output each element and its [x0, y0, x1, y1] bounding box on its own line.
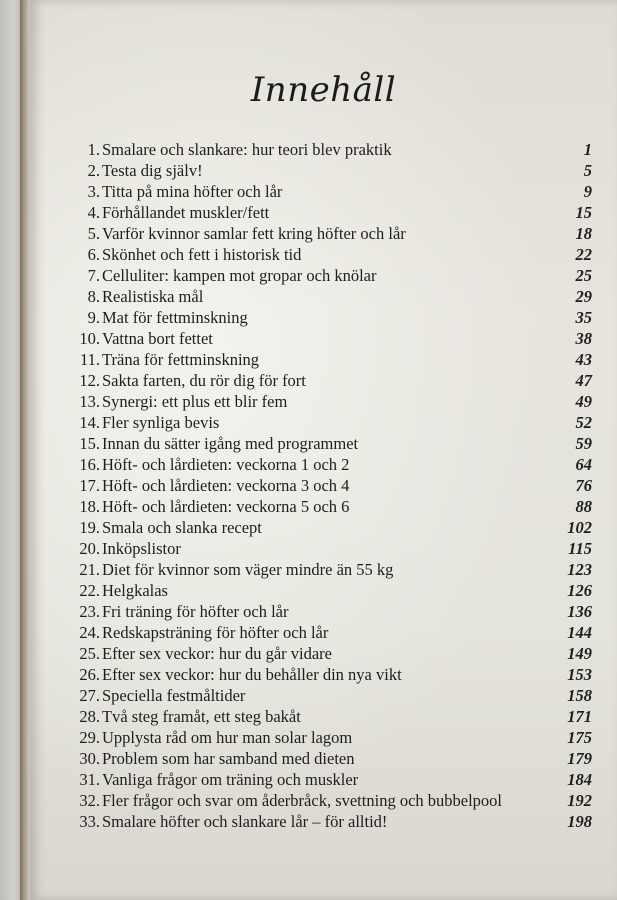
toc-entry-number: 30. [79, 749, 100, 768]
toc-entry-title: Varför kvinnor samlar fett kring höfter och lår [102, 224, 406, 243]
toc-entry-number: 1. [87, 140, 100, 159]
toc-entry-page: 115 [568, 539, 592, 558]
toc-entry-number: 2. [87, 161, 100, 180]
toc-entry-number: 15. [79, 434, 100, 453]
toc-entry-number: 28. [79, 707, 100, 726]
toc-entry-number: 23. [79, 602, 100, 621]
toc-entry [70, 601, 592, 622]
toc-entry-number: 11. [79, 350, 100, 369]
toc-entry-number: 22. [79, 581, 100, 600]
toc-entry-page: 18 [575, 224, 592, 243]
toc-entry-title: Höft- och lårdieten: veckorna 1 och 2 [102, 455, 350, 474]
toc-entry-number: 32. [79, 791, 100, 810]
toc-entry-number: 17. [79, 476, 100, 495]
toc-entry-page: 59 [575, 434, 592, 453]
toc-entry-title: Höft- och lårdieten: veckorna 3 och 4 [102, 476, 350, 495]
toc-entry-title: Helgkalas [102, 581, 168, 600]
toc-entry [70, 664, 592, 685]
toc-entry-title: Förhållandet muskler/fett [102, 203, 270, 222]
toc-entry-number: 5. [87, 224, 100, 243]
toc-entry-page: 29 [575, 287, 592, 306]
toc-entry [70, 181, 592, 202]
toc-entry-title: Skönhet och fett i historisk tid [102, 245, 302, 264]
toc-entry-title: Speciella festmåltider [102, 686, 246, 705]
toc-entry [70, 559, 592, 580]
toc-entry [70, 790, 592, 811]
toc-entry-number: 29. [79, 728, 100, 747]
toc-entry-page: 192 [567, 791, 592, 810]
toc-entry-page: 144 [567, 623, 592, 642]
toc-entry-page: 47 [575, 371, 592, 390]
page-title: Innehåll [250, 70, 397, 110]
toc-entry-page: 64 [575, 455, 592, 474]
toc-entry-title: Titta på mina höfter och lår [102, 182, 283, 201]
toc-entry-page: 171 [567, 707, 592, 726]
toc-entry [70, 706, 592, 727]
toc-entry-title: Två steg framåt, ett steg bakåt [102, 707, 301, 726]
toc-entry [70, 391, 592, 412]
toc-entry-title: Smalare och slankare: hur teori blev praktik [102, 140, 392, 159]
toc-entry-title: Problem som har samband med dieten [102, 749, 355, 768]
toc-entry-number: 24. [79, 623, 100, 642]
toc-entry-title: Inköpslistor [102, 539, 181, 558]
toc-entry [70, 223, 592, 244]
toc-entry-page: 88 [575, 497, 592, 516]
toc-entry-page: 76 [575, 476, 592, 495]
toc-entry-title: Fler synliga bevis [102, 413, 220, 432]
toc-entry-page: 1 [583, 140, 592, 159]
toc-entry-page: 9 [583, 182, 592, 201]
toc-entry [70, 244, 592, 265]
toc-entry-title: Synergi: ett plus ett blir fem [102, 392, 288, 411]
toc-entry-title: Redskapsträning för höfter och lår [102, 623, 329, 642]
toc-entry-page: 175 [567, 728, 592, 747]
toc-entry-number: 21. [79, 560, 100, 579]
toc-entry-number: 9. [87, 308, 100, 327]
toc-entry-page: 43 [575, 350, 592, 369]
toc-entry-page: 123 [567, 560, 592, 579]
toc-entry [70, 811, 592, 832]
toc-entry [70, 727, 592, 748]
toc-entry [70, 286, 592, 307]
toc-entry [70, 580, 592, 601]
toc-entry-title: Realistiska mål [102, 287, 204, 306]
toc-entry-number: 12. [79, 371, 100, 390]
toc-entry-page: 158 [567, 686, 592, 705]
toc-entry [70, 139, 592, 160]
table-of-contents [70, 139, 592, 832]
toc-entry [70, 328, 592, 349]
toc-entry-title: Efter sex veckor: hur du behåller din nya vikt [102, 665, 402, 684]
toc-entry-title: Testa dig själv! [102, 161, 203, 180]
toc-entry [70, 202, 592, 223]
toc-entry [70, 412, 592, 433]
toc-entry-title: Celluliter: kampen mot gropar och knölar [102, 266, 377, 285]
toc-entry-title: Efter sex veckor: hur du går vidare [102, 644, 332, 663]
toc-entry-number: 16. [79, 455, 100, 474]
toc-entry-page: 136 [567, 602, 592, 621]
toc-entry-number: 14. [79, 413, 100, 432]
toc-entry-page: 198 [567, 812, 592, 831]
toc-entry [70, 475, 592, 496]
toc-entry-number: 33. [79, 812, 100, 831]
toc-entry-title: Fler frågor och svar om åderbråck, svettning och bubbelpool [102, 791, 503, 810]
toc-entry-number: 25. [79, 644, 100, 663]
toc-entry-number: 19. [79, 518, 100, 537]
toc-entry-page: 184 [567, 770, 592, 789]
toc-entry-title: Vattna bort fettet [102, 329, 213, 348]
toc-entry-number: 13. [79, 392, 100, 411]
toc-entry-page: 52 [575, 413, 592, 432]
toc-entry-page: 22 [575, 245, 592, 264]
toc-entry-number: 4. [87, 203, 100, 222]
toc-entry-number: 31. [79, 770, 100, 789]
toc-entry-number: 6. [87, 245, 100, 264]
toc-entry [70, 454, 592, 475]
toc-entry-number: 3. [87, 182, 100, 201]
toc-entry-title: Innan du sätter igång med programmet [102, 434, 359, 453]
toc-entry-page: 102 [567, 518, 592, 537]
book-spine [20, 0, 30, 900]
toc-entry-number: 20. [79, 539, 100, 558]
toc-entry-page: 179 [567, 749, 592, 768]
toc-entry-page: 5 [583, 161, 592, 180]
toc-entry-page: 149 [567, 644, 592, 663]
toc-entry-page: 38 [575, 329, 592, 348]
toc-entry-page: 126 [567, 581, 592, 600]
toc-entry [70, 622, 592, 643]
toc-entry [70, 685, 592, 706]
toc-entry-number: 18. [79, 497, 100, 516]
toc-entry-title: Upplysta råd om hur man solar lagom [102, 728, 353, 747]
toc-entry [70, 307, 592, 328]
toc-entry-number: 27. [79, 686, 100, 705]
toc-entry-number: 10. [79, 329, 100, 348]
toc-entry-title: Sakta farten, du rör dig för fort [102, 371, 306, 390]
book-page [30, 0, 617, 900]
toc-entry-title: Vanliga frågor om träning och muskler [102, 770, 359, 789]
toc-entry [70, 748, 592, 769]
toc-entry-title: Höft- och lårdieten: veckorna 5 och 6 [102, 497, 350, 516]
toc-entry-title: Fri träning för höfter och lår [102, 602, 289, 621]
toc-entry [70, 517, 592, 538]
toc-entry-title: Diet för kvinnor som väger mindre än 55 kg [102, 560, 394, 579]
toc-entry-page: 49 [575, 392, 592, 411]
toc-entry-page: 35 [575, 308, 592, 327]
toc-entry-title: Mat för fettminskning [102, 308, 248, 327]
toc-entry [70, 643, 592, 664]
toc-entry [70, 769, 592, 790]
toc-entry [70, 160, 592, 181]
toc-entry [70, 496, 592, 517]
toc-entry-page: 153 [567, 665, 592, 684]
toc-entry [70, 349, 592, 370]
toc-entry-title: Träna för fettminskning [102, 350, 260, 369]
toc-entry [70, 433, 592, 454]
toc-entry-number: 7. [87, 266, 100, 285]
toc-entry-page: 25 [575, 266, 592, 285]
toc-entry [70, 265, 592, 286]
toc-entry-title: Smala och slanka recept [102, 518, 262, 537]
toc-entry [70, 370, 592, 391]
toc-entry-number: 8. [87, 287, 100, 306]
toc-entry-page: 15 [575, 203, 592, 222]
toc-entry-number: 26. [79, 665, 100, 684]
toc-entry-title: Smalare höfter och slankare lår – för alltid! [102, 812, 388, 831]
toc-entry [70, 538, 592, 559]
